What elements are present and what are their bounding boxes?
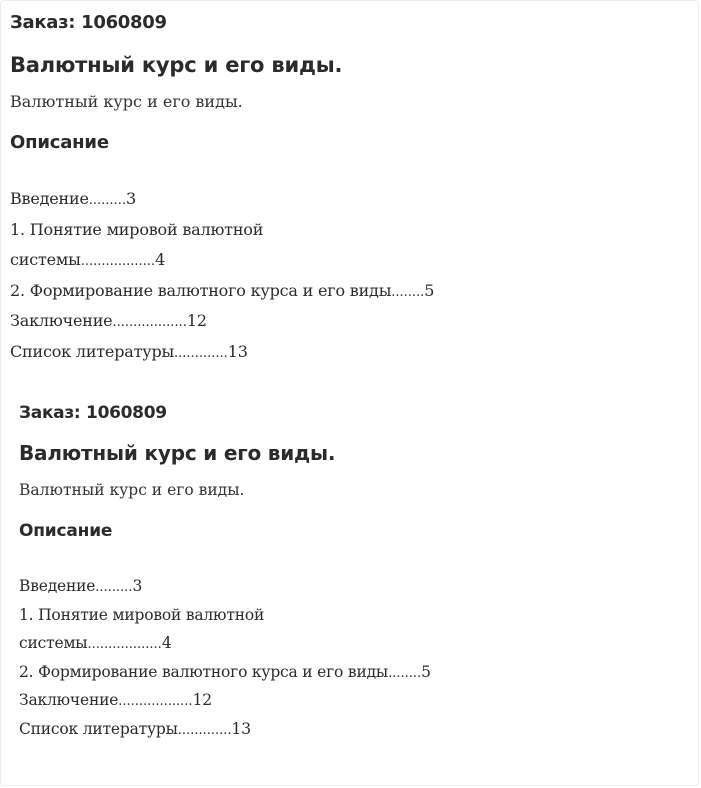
toc-item-dots: ............. [174,345,228,361]
toc-item-page: 12 [186,311,207,330]
toc-item-text: Заключение [19,691,119,709]
toc-item-text: 1. Понятие мировой валютной [10,219,264,239]
toc-item [10,216,690,247]
toc-item [19,687,689,716]
toc-item-dots: ......... [88,193,126,208]
description-heading: Описание [19,521,113,541]
document-title[interactable]: Валютный курс и его виды. [19,441,336,465]
toc-item-text: 2. Формирование валютного курса и его виды [19,662,389,681]
toc-item-page: 3 [125,189,136,208]
toc-item [19,573,689,602]
description-heading: Описание [10,132,109,153]
toc-item [19,716,689,745]
toc-item-text: 2. Формирование валютного курса и его виды [10,280,392,300]
toc-item-page: 13 [227,341,248,361]
table-of-contents [19,573,689,744]
toc-item [10,307,690,338]
document-subtitle: Валютный курс и его виды. [10,92,243,111]
toc-item-text: системы [19,634,88,652]
toc-item-text: системы [10,250,81,269]
toc-item-page: 5 [421,662,431,681]
toc-item-text: Введение [19,577,96,595]
toc-item [10,246,690,277]
toc-item-dots: .................. [80,254,156,269]
toc-item-page: 5 [424,280,435,300]
toc-item [19,630,689,659]
toc-item-text: Список литературы [19,719,178,738]
toc-item-text: 1. Понятие мировой валютной [19,605,265,624]
toc-item-dots: .................. [87,637,162,652]
table-of-contents [10,185,690,368]
toc-item-page: 13 [231,719,251,738]
toc-item-dots: ........ [391,284,425,300]
toc-item-dots: .................. [112,315,187,330]
toc-item-dots: ......... [95,580,133,595]
toc-item-dots: ............. [177,722,232,738]
toc-item [19,602,689,631]
order-block-1 [10,11,690,368]
document-subtitle: Валютный курс и его виды. [19,481,245,499]
toc-item [10,338,690,369]
toc-item-page: 3 [132,577,143,595]
toc-item-dots: .................. [118,694,193,709]
toc-item [10,185,690,216]
order-block-2 [19,401,689,744]
toc-item-page: 4 [161,634,172,652]
toc-item-page: 12 [192,691,212,709]
toc-item [19,659,689,688]
toc-item [10,277,690,308]
toc-item-text: Список литературы [10,341,175,361]
toc-item-dots: ........ [388,665,422,681]
toc-item-text: Заключение [10,311,113,330]
order-number: Заказ: 1060809 [10,12,167,33]
toc-item-page: 4 [155,250,166,269]
document-title[interactable]: Валютный курс и его виды. [10,53,343,77]
toc-item-text: Введение [10,189,89,208]
order-number: Заказ: 1060809 [19,403,167,423]
